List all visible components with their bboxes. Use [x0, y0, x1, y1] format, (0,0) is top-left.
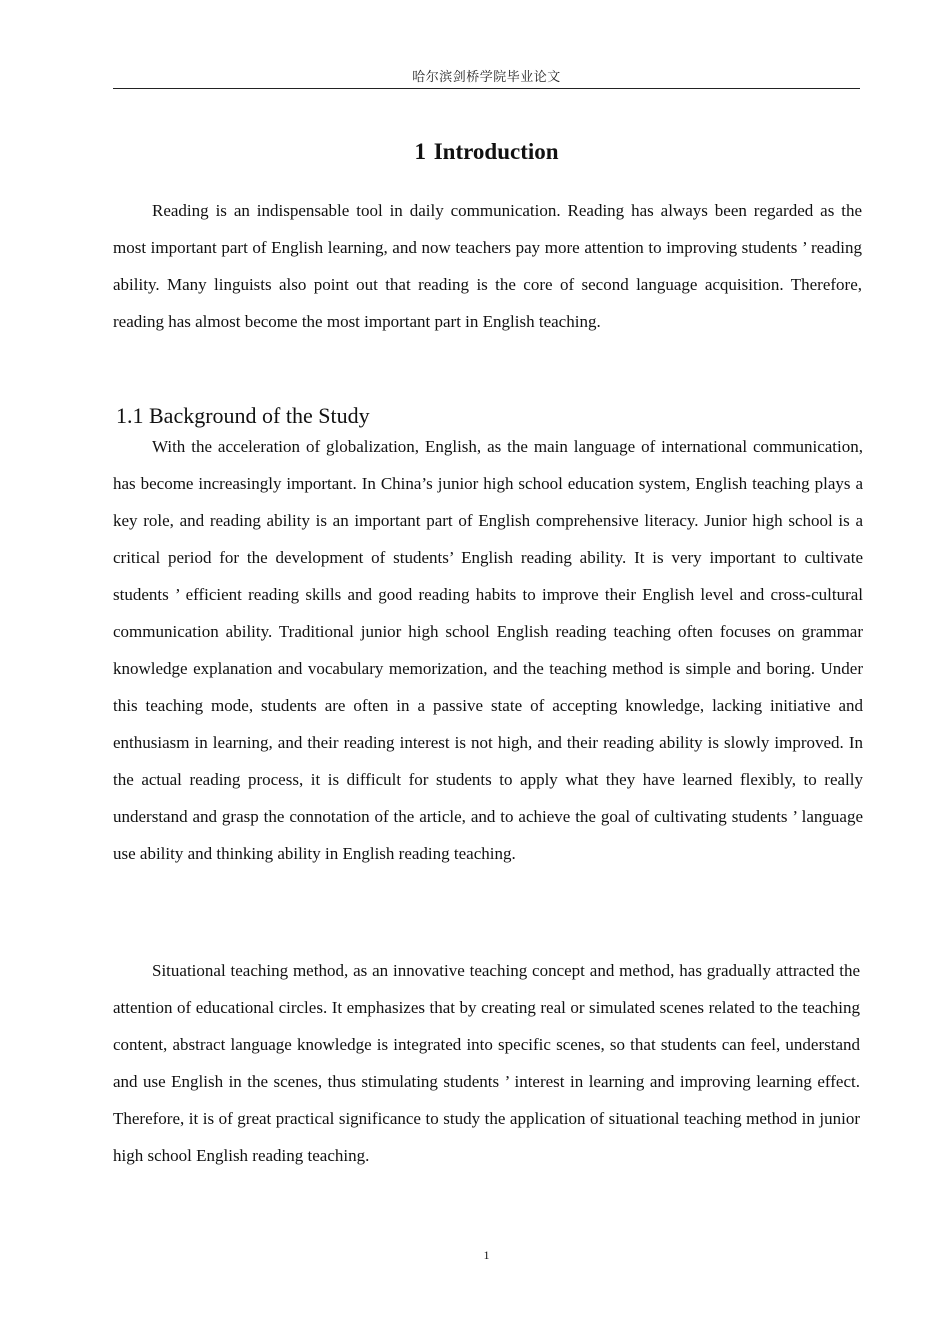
- header-divider: [113, 88, 860, 89]
- running-header: 哈尔滨剑桥学院毕业论文: [412, 70, 561, 85]
- chapter-title: 1 Introduction: [414, 139, 559, 165]
- section-title: 1.1 Background of the Study: [116, 403, 370, 429]
- body-paragraph-2: Situational teaching method, as an innovative teaching concept and method, has gradually attracted the attention of educational circles. It emphasizes that by creating real or simulated scenes related to the teaching content, abstract language knowledge is integrated into specific scenes, so that students can feel, understand and use English in the scenes, thus stimulating students ’ interest in learning and improving learning effect. Therefore, it is of great practical significance to study the application of situational teaching method in junior high school English reading teaching.: [113, 961, 860, 1165]
- body-paragraph-1: With the acceleration of globalization, English, as the main language of international communication, has become increasingly important. In China’s junior high school education system, English teaching plays a key role, and reading ability is an important part of English comprehensive literacy. Junior high school is a critical period for the development of students’ English reading ability. It is very important to cultivate students ’ efficient reading skills and good reading habits to improve their English level and cross-cultural communication ability. Traditional junior high school English reading teaching often focuses on grammar knowledge explanation and vocabulary memorization, and the teaching method is simple and boring. Under this teaching mode, students are often in a passive state of accepting knowledge, lacking initiative and enthusiasm in learning, and their reading interest is not high, and their reading ability is slowly improved. In the actual reading process, it is difficult for students to apply what they have learned flexibly, to really understand and grasp the connotation of the article, and to achieve the goal of cultivating students ’ language use ability and thinking ability in English reading teaching.: [113, 437, 863, 863]
- intro-paragraph: Reading is an indispensable tool in daily communication. Reading has always been regarded as the most important part of English learning, and now teachers pay more attention to improving students ’ reading ability. Many linguists also point out that reading is the core of second language acquisition. Therefore, reading has almost become the most important part in English teaching.: [113, 201, 862, 331]
- page-number: 1: [483, 1248, 490, 1262]
